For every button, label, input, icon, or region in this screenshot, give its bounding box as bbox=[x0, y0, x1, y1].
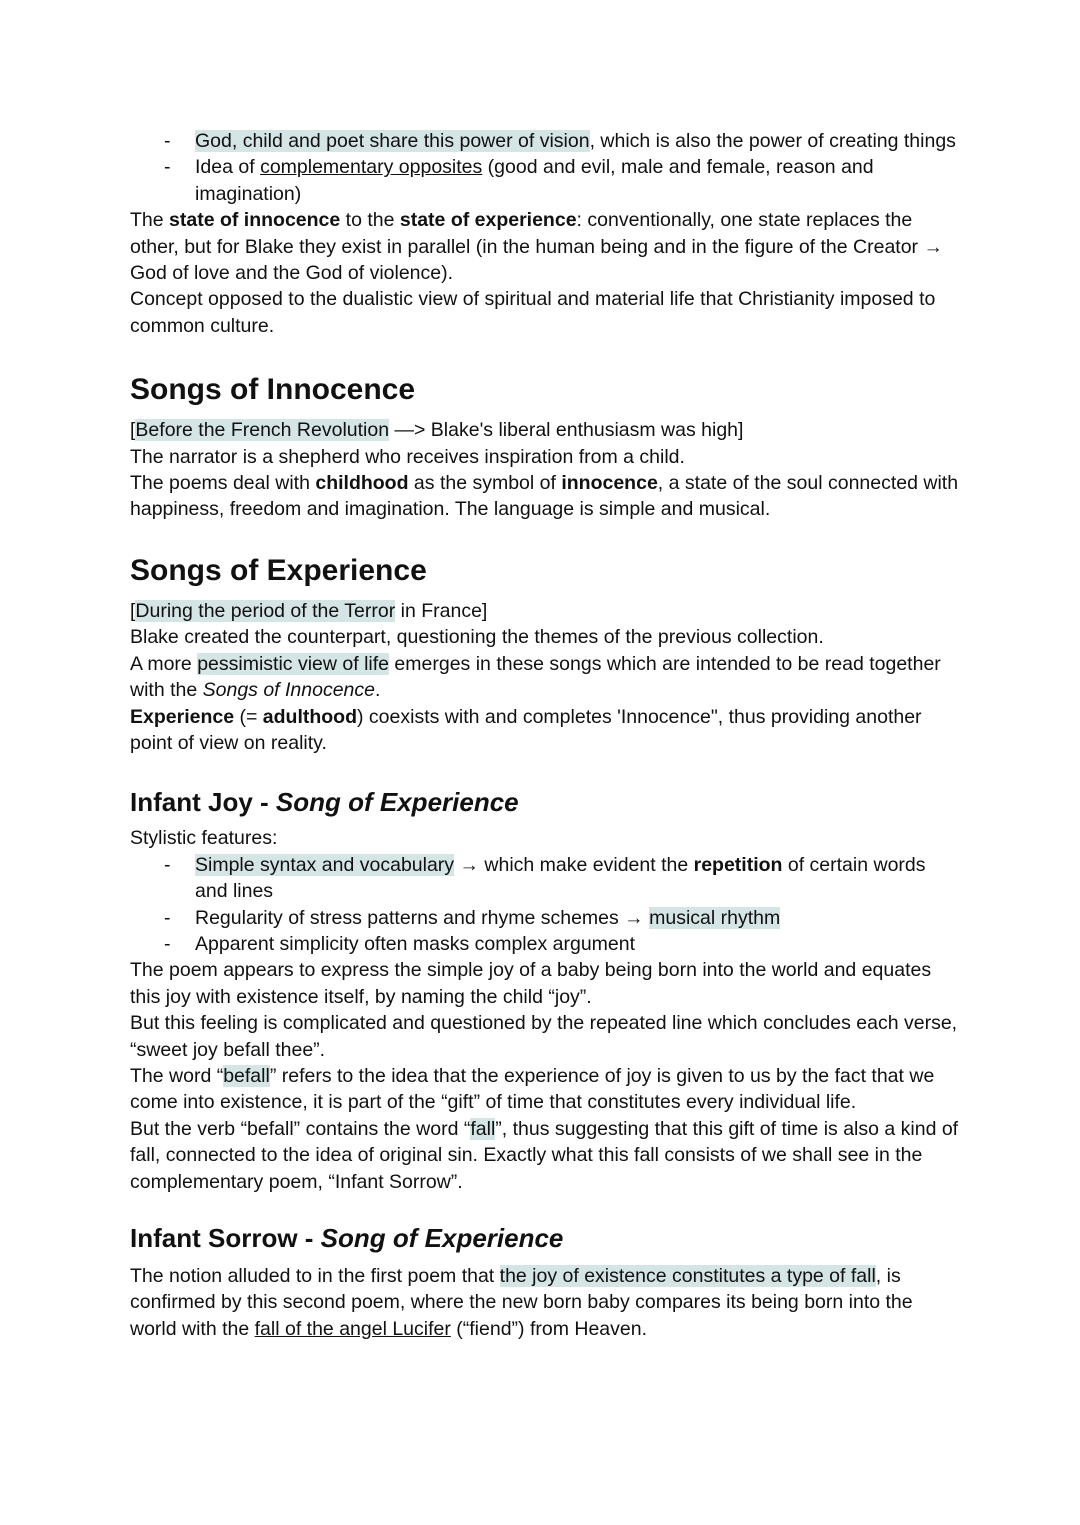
highlighted-text: fall bbox=[470, 1117, 496, 1140]
heading-infant-sorrow: Infant Sorrow - Song of Experience bbox=[130, 1223, 564, 1253]
intro-bullet-list bbox=[130, 128, 960, 207]
paragraph: [Before the French Revolution —> Blake's liberal enthusiasm was high] bbox=[130, 419, 744, 442]
paragraph: The state of innocence to the state of experience: conventionally, one state replaces the other, but for Blake they exist in parallel (in the human being and in the figure of the Creator → God of love and the God of violence). bbox=[130, 209, 943, 285]
underlined-text: complementary opposites bbox=[260, 156, 483, 179]
paragraph: [During the period of the Terror in France] bbox=[130, 599, 488, 622]
list-item: - Idea of complementary opposites (good and evil, male and female, reason and imagination) bbox=[130, 154, 960, 207]
highlighted-text: pessimistic view of life bbox=[197, 652, 390, 675]
paragraph: But the verb “befall” contains the word “fall”, thus suggesting that this gift of time is also a kind of fall, connected to the idea of original sin. Exactly what this fall consists of we shall see in the complementary poem, “Infant Sorrow”. bbox=[130, 1117, 959, 1193]
highlighted-text: During the period of the Terror bbox=[135, 599, 396, 622]
highlighted-text: musical rhythm bbox=[649, 906, 781, 929]
heading-infant-joy: Infant Joy - Song of Experience bbox=[130, 787, 519, 818]
highlighted-text: Before the French Revolution bbox=[135, 419, 390, 442]
highlighted-text: Simple syntax and vocabulary bbox=[195, 853, 455, 876]
list-item: - Apparent simplicity often masks complex argument bbox=[130, 931, 960, 957]
paragraph: The poem appears to express the simple joy of a baby being born into the world and equates this joy with existence itself, by naming the child “joy”. bbox=[130, 959, 932, 1008]
paragraph: The poems deal with childhood as the symbol of innocence, a state of the soul connected with happiness, freedom and imagination. The language is simple and musical. bbox=[130, 472, 959, 521]
heading-songs-of-experience: Songs of Experience bbox=[130, 553, 427, 587]
heading-songs-of-innocence: Songs of Innocence bbox=[130, 373, 416, 407]
paragraph: Stylistic features: bbox=[130, 827, 278, 850]
document-page bbox=[130, 128, 960, 1342]
underlined-text: fall of the angel Lucifer bbox=[254, 1317, 451, 1340]
paragraph: The word “befall” refers to the idea that the experience of joy is given to us by the fact that we come into existence, it is part of the “gift” of time that constitutes every individual life. bbox=[130, 1064, 935, 1114]
paragraph: Concept opposed to the dualistic view of spiritual and material life that Christianity imposed to common culture. bbox=[130, 288, 936, 337]
list-item: - Simple syntax and vocabulary → which make evident the repetition of certain words and lines bbox=[130, 852, 960, 905]
paragraph: The narrator is a shepherd who receives inspiration from a child. bbox=[130, 445, 685, 468]
highlighted-text: the joy of existence constitutes a type of fall bbox=[499, 1265, 876, 1287]
stylistic-features-list bbox=[130, 852, 960, 958]
list-item: - God, child and poet share this power of vision, which is also the power of creating things bbox=[130, 128, 960, 154]
paragraph: Blake created the counterpart, questioning the themes of the previous collection. bbox=[130, 626, 824, 649]
paragraph: The notion alluded to in the first poem that the joy of existence constitutes a type of fall, is confirmed by this second poem, where the new born baby compares its being born into the world with the fall of the angel Lucifer (“fiend”) from Heaven. bbox=[130, 1265, 913, 1340]
paragraph: But this feeling is complicated and questioned by the repeated line which concludes each verse, “sweet joy befall thee”. bbox=[130, 1012, 958, 1061]
highlighted-text: God, child and poet share this power of vision bbox=[195, 130, 590, 152]
list-item: - Regularity of stress patterns and rhyme schemes → musical rhythm bbox=[130, 905, 960, 931]
paragraph: A more pessimistic view of life emerges in these songs which are intended to be read together with the Songs of Innocence. bbox=[130, 652, 941, 702]
highlighted-text: befall bbox=[223, 1064, 270, 1087]
paragraph: Experience (= adulthood) coexists with and completes 'Innocence", thus providing another point of view on reality. bbox=[130, 705, 922, 754]
